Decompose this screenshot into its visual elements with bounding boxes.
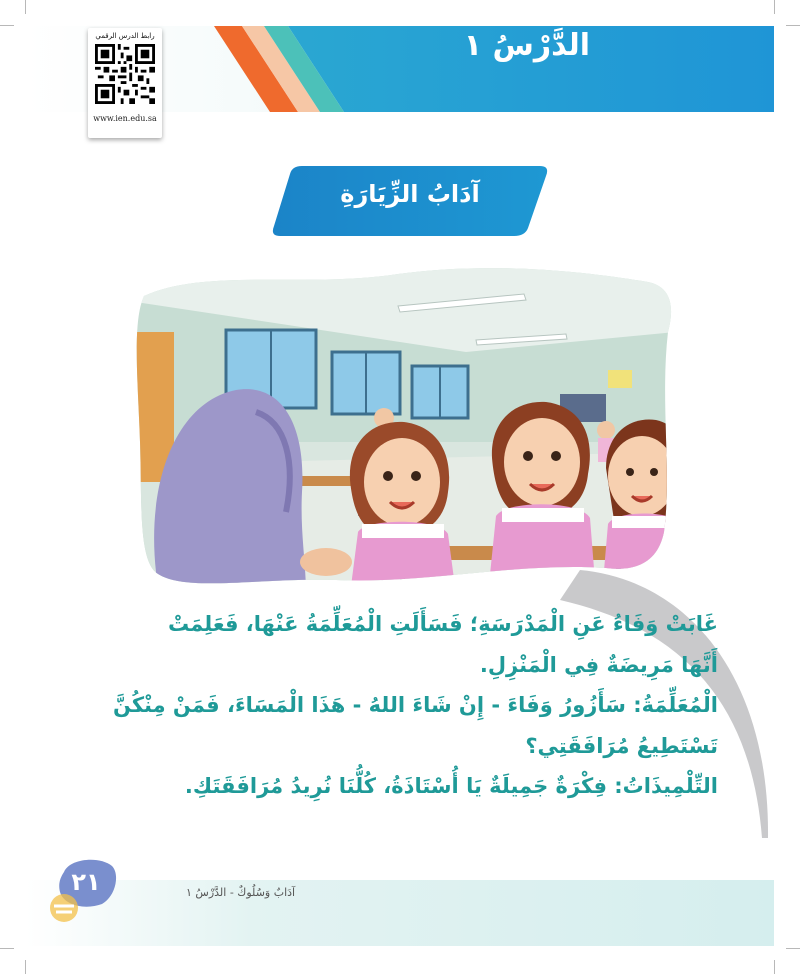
lesson-body [112,604,718,807]
crop-mark [0,948,14,949]
qr-code-icon[interactable] [95,44,155,104]
publisher-logo-icon [44,886,84,926]
lesson-title: آدَابُ الزِّيَارَةِ [340,180,480,208]
crop-mark [774,960,775,974]
body-line: أَنَّهَا مَرِيضَةٌ فِي الْمَنْزِلِ. [479,652,718,677]
running-footer: آدَابٌ وَسُلُوكٌ - الدَّرْسُ ١ [186,886,296,899]
footer-band [26,880,774,946]
page-number: ٢١ [71,868,101,896]
header-lesson-title: الدَّرْسُ ١ [463,28,590,63]
crop-mark [786,948,800,949]
qr-caption: رابط الدرس الرقمي [95,32,155,40]
qr-card[interactable] [88,28,162,138]
crop-mark [25,960,26,974]
crop-mark [786,25,800,26]
qr-url[interactable]: www.ien.edu.sa [93,114,157,123]
body-line: التِّلْمِيذَاتُ: فِكْرَةٌ جَمِيلَةٌ يَا أُسْتَاذَةُ، كُلُّنَا نُرِيدُ مُرَافَقَتَكِ. [184,774,718,798]
body-line: غَابَتْ وَفَاءُ عَنِ الْمَدْرَسَةِ؛ فَسَأَلَتِ الْمُعَلِّمَةُ عَنْهَا، فَعَلِمَتْ [167,612,718,636]
classroom-illustration-icon [136,262,676,594]
crop-mark [0,25,14,26]
crop-mark [774,0,775,14]
body-line: الْمُعَلِّمَةُ: سَأَزُورُ وَفَاءَ - إِنْ شَاءَ اللهُ - هَذَا الْمَسَاءَ، فَمَنْ مِنْكُنَّ [112,693,718,717]
crop-mark [25,0,26,14]
body-line: تَسْتَطِيعُ مُرَافَقَتِي؟ [525,733,718,758]
